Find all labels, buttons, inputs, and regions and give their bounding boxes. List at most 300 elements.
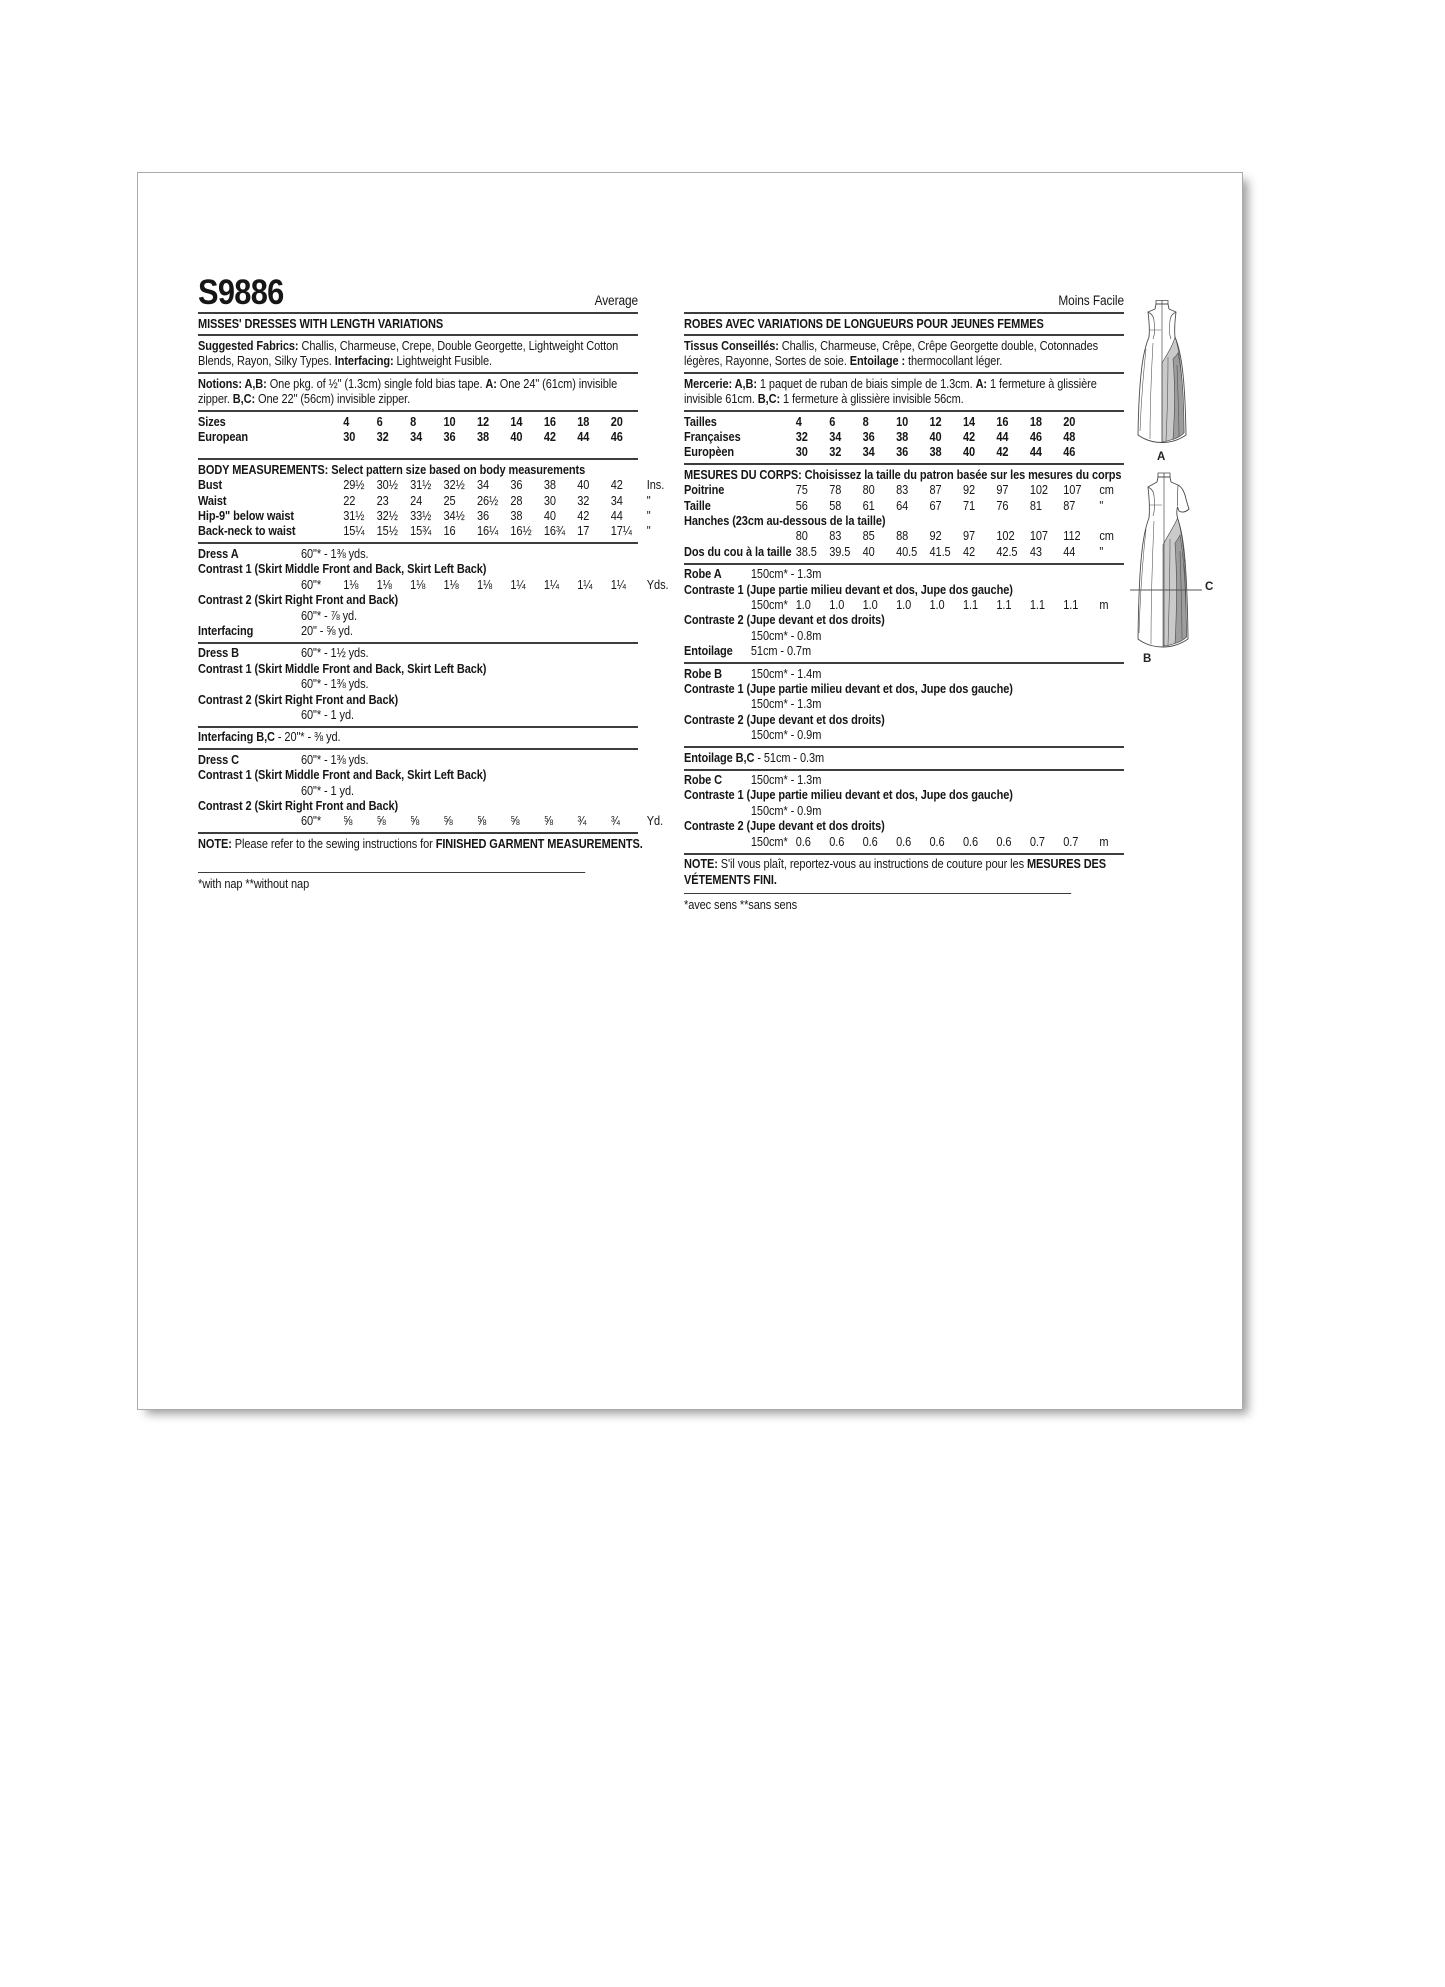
back-neck-row <box>198 524 651 539</box>
dress-c-yardage <box>198 753 638 768</box>
cell: 1.0 <box>929 598 945 612</box>
dos-row <box>684 545 1124 560</box>
cell: 46 <box>610 429 623 444</box>
divider <box>198 372 638 374</box>
yardage-value: 150cm* - 1.3m <box>750 773 822 788</box>
cell: 26½ <box>476 493 499 508</box>
divider <box>198 872 585 873</box>
unit: " <box>1099 544 1104 559</box>
yardage-value: 51cm - 0.7m <box>750 644 812 659</box>
cell: 85 <box>862 529 875 544</box>
english-panel <box>198 269 669 893</box>
cell: 20 <box>610 414 623 429</box>
cell: 83 <box>829 529 842 544</box>
contrast1-value: 60"* - 1 yd. <box>300 783 354 798</box>
divider <box>684 746 1124 748</box>
cell: ⅝ <box>410 814 420 829</box>
nap-footnote: *with nap **without nap <box>198 877 310 892</box>
divider <box>684 312 1124 314</box>
robe-c-yardage <box>684 773 1124 788</box>
cell: 97 <box>962 529 976 544</box>
row-label: Entoilage B,C <box>684 750 755 765</box>
cell: 0.6 <box>862 834 878 849</box>
contraste2-values-row <box>684 835 1124 850</box>
divider <box>684 372 1124 374</box>
cell: 15½ <box>376 524 398 539</box>
yardage-value: 20" - ⅝ yd. <box>300 623 353 638</box>
divider <box>684 662 1124 664</box>
divider <box>684 410 1124 412</box>
bust-row <box>198 478 665 493</box>
divider <box>198 726 638 728</box>
yardage-values <box>796 598 1097 613</box>
cell: 1.0 <box>829 598 845 612</box>
fabric-width: 60"* <box>300 577 322 592</box>
cell: 32 <box>577 493 590 508</box>
cell: 36 <box>476 509 490 524</box>
cell: 1¼ <box>510 577 526 592</box>
notions-label: Notions: A,B: <box>198 376 267 391</box>
cell: 40.5 <box>896 544 918 559</box>
footnote-fr <box>684 893 1124 913</box>
cell: 32½ <box>376 509 398 524</box>
suggested-fabrics-en <box>198 339 638 370</box>
cell: 107 <box>1063 483 1082 498</box>
row-label: Interfacing <box>198 623 254 638</box>
note-text: S'il vous plaît, reportez-vous au instructions de couture pour les <box>717 857 1027 872</box>
view-bc-text: One 22" (56cm) invisible zipper. <box>255 392 411 407</box>
cell: 32½ <box>443 478 465 493</box>
row-label: Taille <box>684 498 711 513</box>
view-bc-label: B,C: <box>757 392 781 407</box>
size-values <box>796 415 1097 430</box>
cell: 36 <box>862 429 875 444</box>
cell: 1.0 <box>795 598 811 612</box>
cell: 80 <box>862 483 875 498</box>
view-label: Dress B <box>198 646 239 661</box>
notions-fr <box>684 377 1124 408</box>
difficulty-fr: Moins Facile <box>1058 293 1124 308</box>
contraste1-heading: Contraste 1 (Jupe partie milieu devant et dos, Jupe dos gauche) <box>684 788 1013 803</box>
cell: 83 <box>896 483 909 498</box>
view-c-length-label: C <box>1205 581 1214 593</box>
cell: 22 <box>343 493 356 508</box>
yardage-value: 150cm* - 1.4m <box>750 666 822 681</box>
view-a-text: One 24" (61cm) invisible zipper. <box>198 376 618 407</box>
european-row <box>198 430 638 445</box>
note-fr <box>684 857 1124 888</box>
cell: ¾ <box>577 814 587 829</box>
cell: 44 <box>996 429 1009 444</box>
row-label <box>684 529 796 544</box>
interfacing-text: thermocollant léger. <box>905 354 1003 369</box>
cell: 16 <box>543 414 556 429</box>
fabrics-text: Challis, Charmeuse, Crêpe, Crêpe Georgette double, Cotonnades légères, Rayonne, Sortes de soie. <box>684 338 1099 369</box>
cell: 23 <box>376 493 389 508</box>
cell: 29½ <box>343 478 365 493</box>
yardage-values <box>343 814 644 829</box>
cell: 15¾ <box>410 524 432 539</box>
interfacing-label: Interfacing: <box>334 354 394 369</box>
cell: 25 <box>443 493 456 508</box>
divider <box>198 312 638 314</box>
cell: 42.5 <box>996 544 1018 559</box>
suggested-fabrics-fr <box>684 339 1124 370</box>
cell: 41.5 <box>929 544 951 559</box>
cell: 34 <box>476 478 490 493</box>
cell: 31½ <box>410 478 432 493</box>
row-label: Interfacing B,C <box>198 730 275 745</box>
cell: 0.6 <box>996 834 1012 849</box>
cell: 16¼ <box>476 524 499 539</box>
cell: 1⅛ <box>476 577 493 592</box>
cell: 1⅛ <box>376 577 392 592</box>
cell: 87 <box>1063 498 1076 513</box>
fabric-width: 150cm* <box>750 834 788 849</box>
cell: 16 <box>996 414 1009 429</box>
nap-footnote: *avec sens **sans sens <box>684 897 798 912</box>
divider <box>684 769 1124 771</box>
measurement-values <box>796 529 1097 544</box>
unit: Yd. <box>646 814 664 829</box>
cell: 1⅛ <box>443 577 459 592</box>
yardage-value: - 51cm - 0.3m <box>754 750 825 765</box>
cell: 46 <box>1029 429 1042 444</box>
interfacing-text: Lightweight Fusible. <box>393 354 493 369</box>
cell: 44 <box>1063 544 1076 559</box>
cell: 8 <box>862 414 869 429</box>
cell: 40 <box>962 445 976 460</box>
cell: 36 <box>443 429 456 444</box>
cell: 14 <box>962 414 976 429</box>
cell: 32 <box>376 429 389 444</box>
divider <box>198 410 638 412</box>
yardage-value: 60"* - 1½ yds. <box>300 646 369 661</box>
cell: 38 <box>929 445 942 460</box>
measurement-values <box>343 509 644 524</box>
cell: ⅝ <box>510 814 520 829</box>
cell: 97 <box>996 483 1009 498</box>
cell: 30 <box>795 445 808 460</box>
cell: 34 <box>829 429 842 444</box>
note-label: NOTE: <box>684 857 718 872</box>
cell: 16¾ <box>543 524 565 539</box>
cell: 10 <box>896 414 909 429</box>
dress-a-yardage <box>198 547 638 562</box>
contrast1-values-row <box>198 577 669 593</box>
body-measurements-heading: MESURES DU CORPS: Choisissez la taille du patron basée sur les mesures du corps <box>684 467 1122 482</box>
cell: ⅝ <box>543 814 553 829</box>
measurement-values <box>343 478 644 493</box>
yardage-value: 60"* - 1⅜ yds. <box>300 546 369 561</box>
contrast2-heading: Contrast 2 (Skirt Right Front and Back) <box>198 798 399 813</box>
cell: 92 <box>929 529 942 544</box>
contraste1-values-row <box>684 598 1124 613</box>
cell: 38.5 <box>795 544 817 559</box>
taille-row <box>684 499 1124 514</box>
contraste2-value: 150cm* - 0.8m <box>750 628 822 643</box>
divider <box>684 563 1124 565</box>
cell: 36 <box>510 478 523 493</box>
notions-label: Mercerie: A,B: <box>684 376 757 391</box>
cell: 102 <box>996 529 1015 544</box>
cell: 80 <box>795 529 808 544</box>
unit: " <box>646 493 651 508</box>
yardage-value: 150cm* - 1.3m <box>750 567 822 582</box>
interfacing-bc-line <box>198 730 638 745</box>
view-label: Dress A <box>198 546 239 561</box>
cell: 61 <box>862 498 875 513</box>
cell: 46 <box>1063 445 1076 460</box>
garment-illustrations <box>1126 293 1261 863</box>
cell: 42 <box>962 429 976 444</box>
cell: 14 <box>510 414 523 429</box>
cell: 1.1 <box>1029 598 1045 612</box>
cell: 112 <box>1063 529 1081 544</box>
cell: 38 <box>896 429 909 444</box>
note-en <box>198 836 643 852</box>
cell: 1¼ <box>543 577 559 592</box>
cell: 1¼ <box>610 577 626 592</box>
cell: 12 <box>476 414 490 429</box>
unit: " <box>646 509 651 524</box>
cell: 42 <box>962 544 976 559</box>
cell: 43 <box>1029 544 1042 559</box>
view-bc-label: B,C: <box>232 392 256 407</box>
cell: 1¼ <box>577 577 593 592</box>
view-b-label: B <box>1143 653 1152 665</box>
cell: 38 <box>543 478 556 493</box>
row-label: Hip-9" below waist <box>198 509 294 524</box>
pattern-number: S9886 <box>198 273 284 312</box>
contrast1-value: 60"* - 1⅜ yds. <box>300 677 369 692</box>
cell: 1.0 <box>896 598 912 612</box>
cell: 76 <box>996 498 1009 513</box>
cell: 16 <box>443 524 456 539</box>
measurement-values <box>796 545 1097 560</box>
cell: 4 <box>343 414 350 429</box>
cell: 78 <box>829 483 842 498</box>
tailles-row <box>684 415 1124 430</box>
contrast2-value: 60"* - ⅞ yd. <box>300 608 358 623</box>
cell: ⅝ <box>376 814 386 829</box>
size-values <box>796 430 1097 445</box>
cell: ⅝ <box>443 814 453 829</box>
dress-b-yardage <box>198 646 638 661</box>
unit: Yds. <box>646 577 669 592</box>
cell: 30½ <box>376 478 398 493</box>
sizes-row <box>198 415 638 430</box>
unit: " <box>1099 498 1104 513</box>
row-label: Poitrine <box>684 483 725 498</box>
cell: 40 <box>929 429 942 444</box>
notions-en <box>198 377 638 408</box>
cell: 81 <box>1029 498 1042 513</box>
cell: 102 <box>1029 483 1048 498</box>
cell: 88 <box>896 529 909 544</box>
header-en <box>198 269 638 312</box>
cell: 0.6 <box>896 834 912 849</box>
cell: 107 <box>1029 529 1048 544</box>
cell: 17¼ <box>610 524 632 539</box>
note-label: NOTE: <box>198 836 232 851</box>
interfacing-label: Entoilage : <box>849 354 906 369</box>
cell: 64 <box>896 498 909 513</box>
cell: 1⅛ <box>410 577 426 592</box>
divider <box>198 642 638 644</box>
cell: 38 <box>510 509 523 524</box>
view-label: Robe B <box>684 666 722 681</box>
difficulty-en: Average <box>594 293 638 308</box>
cell: 24 <box>410 493 423 508</box>
measurement-values <box>796 499 1097 514</box>
row-label: Europèen <box>684 445 735 460</box>
contraste1-heading: Contraste 1 (Jupe partie milieu devant et dos, Jupe dos gauche) <box>684 582 1013 597</box>
cell: 44 <box>1029 445 1042 460</box>
cell: 92 <box>962 483 976 498</box>
contraste2-heading: Contraste 2 (Jupe devant et dos droits) <box>684 712 885 727</box>
divider <box>198 748 638 750</box>
cell: 4 <box>795 414 802 429</box>
hanches-heading: Hanches (23cm au-dessous de la taille) <box>684 513 886 528</box>
cell: 17 <box>577 524 590 539</box>
cell: 71 <box>962 498 976 513</box>
notions-text: One pkg. of ½" (1.3cm) single fold bias tape. <box>266 376 486 391</box>
poitrine-row <box>684 483 1124 498</box>
row-label: Back-neck to waist <box>198 524 296 539</box>
cell: 40 <box>862 544 875 559</box>
cell: 34 <box>862 445 875 460</box>
cell: 42 <box>577 509 590 524</box>
cell: 75 <box>795 483 808 498</box>
francaises-row <box>684 430 1124 445</box>
yardage-values <box>796 835 1097 850</box>
notions-text: 1 paquet de ruban de biais simple de 1.3cm. <box>756 376 976 391</box>
unit: cm <box>1099 483 1114 498</box>
view-label: Robe C <box>684 773 722 788</box>
yardage-values <box>343 578 644 593</box>
cell: ¾ <box>610 814 620 829</box>
divider <box>198 458 638 460</box>
cell: 87 <box>929 483 942 498</box>
cell: 0.7 <box>1063 834 1079 849</box>
view-label: Dress C <box>198 752 239 767</box>
cell: ⅝ <box>343 814 353 829</box>
cell: 38 <box>476 429 490 444</box>
cell: 20 <box>1063 414 1076 429</box>
cell: 32 <box>795 429 808 444</box>
view-bc-text: 1 fermeture à glissière invisible 56cm. <box>780 392 964 407</box>
cell: 42 <box>996 445 1009 460</box>
contrast1-heading: Contrast 1 (Skirt Middle Front and Back, Skirt Left Back) <box>198 661 487 676</box>
row-label: Entoilage <box>684 644 733 659</box>
robe-a-yardage <box>684 567 1124 582</box>
cell: 58 <box>829 498 842 513</box>
cell: 30 <box>343 429 356 444</box>
row-label: Dos du cou à la taille <box>684 544 792 559</box>
hip-row <box>198 509 651 524</box>
cell: 0.6 <box>829 834 845 849</box>
divider <box>198 334 638 336</box>
body-measurements-heading: BODY MEASUREMENTS: Select pattern size based on body measurements <box>198 462 586 477</box>
cell: 34 <box>610 493 623 508</box>
entoilage-yardage <box>684 644 1124 659</box>
french-panel <box>684 269 1124 913</box>
footnote-en <box>198 872 638 892</box>
contraste2-heading: Contraste 2 (Jupe devant et dos droits) <box>684 613 885 628</box>
divider <box>198 832 638 834</box>
cell: 1.0 <box>862 598 878 612</box>
view-a-label: A: <box>975 376 988 391</box>
contrast2-heading: Contrast 2 (Skirt Right Front and Back) <box>198 692 399 707</box>
divider <box>198 542 638 544</box>
view-a-label: A: <box>485 376 497 391</box>
divider <box>684 334 1124 336</box>
row-label: Françaises <box>684 429 741 444</box>
waist-row <box>198 493 651 509</box>
divider <box>684 853 1124 855</box>
contraste1-value: 150cm* - 1.3m <box>750 697 822 712</box>
garment-title-en: MISSES' DRESSES WITH LENGTH VARIATIONS <box>198 316 444 331</box>
contrast2-heading: Contrast 2 (Skirt Right Front and Back) <box>198 593 399 608</box>
cell: 1.1 <box>996 598 1012 612</box>
interfacing-yardage <box>198 624 638 639</box>
cell: 34 <box>410 429 423 444</box>
cell: 44 <box>610 509 623 524</box>
cell: 18 <box>1029 414 1042 429</box>
cell: 0.6 <box>962 834 978 849</box>
dress-a-illustration <box>1134 299 1190 449</box>
cell: 6 <box>376 414 383 429</box>
note-text: Please refer to the sewing instructions for <box>231 836 436 851</box>
fabric-width: 60"* <box>300 814 322 829</box>
cell: 8 <box>410 414 417 429</box>
cell: 30 <box>543 493 556 508</box>
fabrics-text: Challis, Charmeuse, Crepe, Double Georgette, Lightweight Cotton Blends, Rayon, Silky Types. <box>198 338 619 369</box>
yardage-value: - 20"* - ⅜ yd. <box>274 730 341 745</box>
cell: 42 <box>610 478 623 493</box>
cell: 1⅛ <box>343 577 359 592</box>
garment-title-fr: ROBES AVEC VARIATIONS DE LONGUEURS POUR JEUNES FEMMES <box>684 316 1044 331</box>
cell: 1.1 <box>962 598 978 612</box>
cell: 10 <box>443 414 456 429</box>
fabric-width: 150cm* <box>750 598 788 612</box>
cell: 0.7 <box>1029 834 1045 849</box>
fabrics-label: Tissus Conseillés: <box>684 338 779 353</box>
row-label: European <box>198 429 249 444</box>
contrast1-heading: Contrast 1 (Skirt Middle Front and Back, Skirt Left Back) <box>198 768 487 783</box>
divider <box>684 463 1124 465</box>
unit: Ins. <box>646 478 665 493</box>
entoilage-bc-line <box>684 751 1124 766</box>
cell: 31½ <box>343 509 365 524</box>
measurement-values <box>343 494 644 509</box>
cell: 44 <box>577 429 590 444</box>
contrast2-value: 60"* - 1 yd. <box>300 707 354 722</box>
contraste2-value: 150cm* - 0.9m <box>750 728 822 743</box>
unit: m <box>1099 598 1109 612</box>
measurement-values <box>796 483 1097 498</box>
contrast2-values-row <box>198 814 664 829</box>
row-label: Tailles <box>684 414 717 429</box>
cell: 40 <box>577 478 590 493</box>
row-label: Sizes <box>198 414 226 429</box>
row-label: Bust <box>198 478 223 493</box>
pattern-envelope-back <box>137 172 1243 1410</box>
note-bold-text: FINISHED GARMENT MEASUREMENTS. <box>435 836 643 851</box>
cell: 15¼ <box>343 524 365 539</box>
cell: 48 <box>1063 429 1076 444</box>
